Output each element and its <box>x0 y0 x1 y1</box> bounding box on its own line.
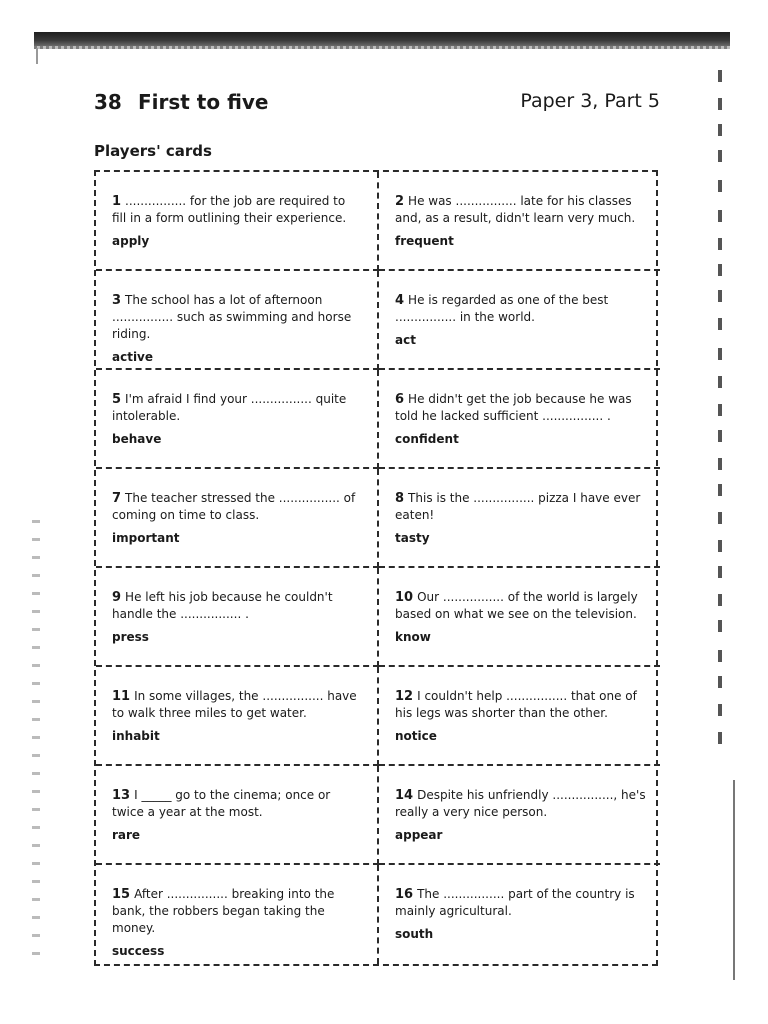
card <box>379 766 660 865</box>
scan-edge-texture <box>34 46 730 49</box>
card-text: I _____ go to the cinema; once or twice a year at the most. <box>112 788 331 819</box>
card <box>379 865 660 964</box>
card-text: Our ................ of the world is largely based on what we see on the television. <box>395 590 638 621</box>
scan-artifact-right <box>718 60 732 760</box>
card-number: 3 <box>112 293 122 308</box>
card <box>96 865 379 964</box>
card-text: The teacher stressed the ................ of coming on time to class. <box>112 491 356 522</box>
card <box>379 370 660 469</box>
card <box>96 667 379 766</box>
card-answer: notice <box>395 729 437 743</box>
card-answer: rare <box>112 828 141 842</box>
card-text: I'm afraid I find your ................ quite intolerable. <box>112 392 347 423</box>
card-answer: inhabit <box>112 729 160 743</box>
card-number: 8 <box>395 491 405 506</box>
card-answer: behave <box>112 432 162 446</box>
card-number: 14 <box>395 788 414 803</box>
card-number: 9 <box>112 590 122 605</box>
page-header <box>94 90 664 124</box>
card-text: The ................ part of the country is mainly agricultural. <box>395 887 635 918</box>
card-text: After ................ breaking into the bank, the robbers began taking the money. <box>112 887 335 935</box>
card-text: He was ................ late for his classes and, as a result, didn't learn very much. <box>395 194 636 225</box>
card-number: 6 <box>395 392 405 407</box>
card-text: Despite his unfriendly ................, he's really a very nice person. <box>395 788 646 819</box>
card-answer: important <box>112 531 180 545</box>
card-number: 11 <box>112 689 131 704</box>
card <box>96 370 379 469</box>
card <box>379 568 660 667</box>
card <box>379 469 660 568</box>
card-text: The school has a lot of afternoon ................ such as swimming and horse riding. <box>112 293 352 341</box>
card-answer: act <box>395 333 416 347</box>
card-number: 15 <box>112 887 131 902</box>
card-answer: confident <box>395 432 459 446</box>
card-answer: apply <box>112 234 150 248</box>
scan-artifact-rule <box>733 780 735 980</box>
card-answer: press <box>112 630 149 644</box>
card-number: 12 <box>395 689 414 704</box>
scan-artifact-left <box>32 520 40 960</box>
card-text: I couldn't help ................ that one of his legs was shorter than the other. <box>395 689 637 720</box>
card-number: 1 <box>112 194 122 209</box>
card-answer: frequent <box>395 234 454 248</box>
card <box>379 172 660 271</box>
card-answer: success <box>112 944 165 958</box>
card <box>96 766 379 865</box>
card-text: He is regarded as one of the best ................ in the world. <box>395 293 609 324</box>
card-number: 16 <box>395 887 414 902</box>
card-number: 5 <box>112 392 122 407</box>
unit-number: 38 <box>94 90 122 114</box>
card-text: He didn't get the job because he was told he lacked sufficient ................ . <box>395 392 632 423</box>
card <box>379 271 660 370</box>
card-text: This is the ................ pizza I have ever eaten! <box>395 491 641 522</box>
card-answer: know <box>395 630 431 644</box>
card <box>96 271 379 370</box>
card-text: ................ for the job are required to fill in a form outlining their experience. <box>112 194 347 225</box>
card <box>96 172 379 271</box>
card-number: 2 <box>395 194 405 209</box>
card-text: In some villages, the ................ have to walk three miles to get water. <box>112 689 357 720</box>
scan-artifact <box>36 48 38 64</box>
card-number: 4 <box>395 293 405 308</box>
card-number: 13 <box>112 788 131 803</box>
card-answer: appear <box>395 828 443 842</box>
card-answer: tasty <box>395 531 430 545</box>
card <box>96 469 379 568</box>
section-title: Players' cards <box>94 142 212 160</box>
card-text: He left his job because he couldn't handle the ................ . <box>112 590 333 621</box>
card-number: 10 <box>395 590 414 605</box>
card <box>96 568 379 667</box>
scan-edge-bar <box>34 32 730 46</box>
card-number: 7 <box>112 491 122 506</box>
card-answer: south <box>395 927 434 941</box>
paper-label: Paper 3, Part 5 <box>520 90 660 112</box>
cards-grid <box>94 170 658 966</box>
card-answer: active <box>112 350 154 364</box>
unit-title: First to five <box>138 90 269 114</box>
card <box>379 667 660 766</box>
